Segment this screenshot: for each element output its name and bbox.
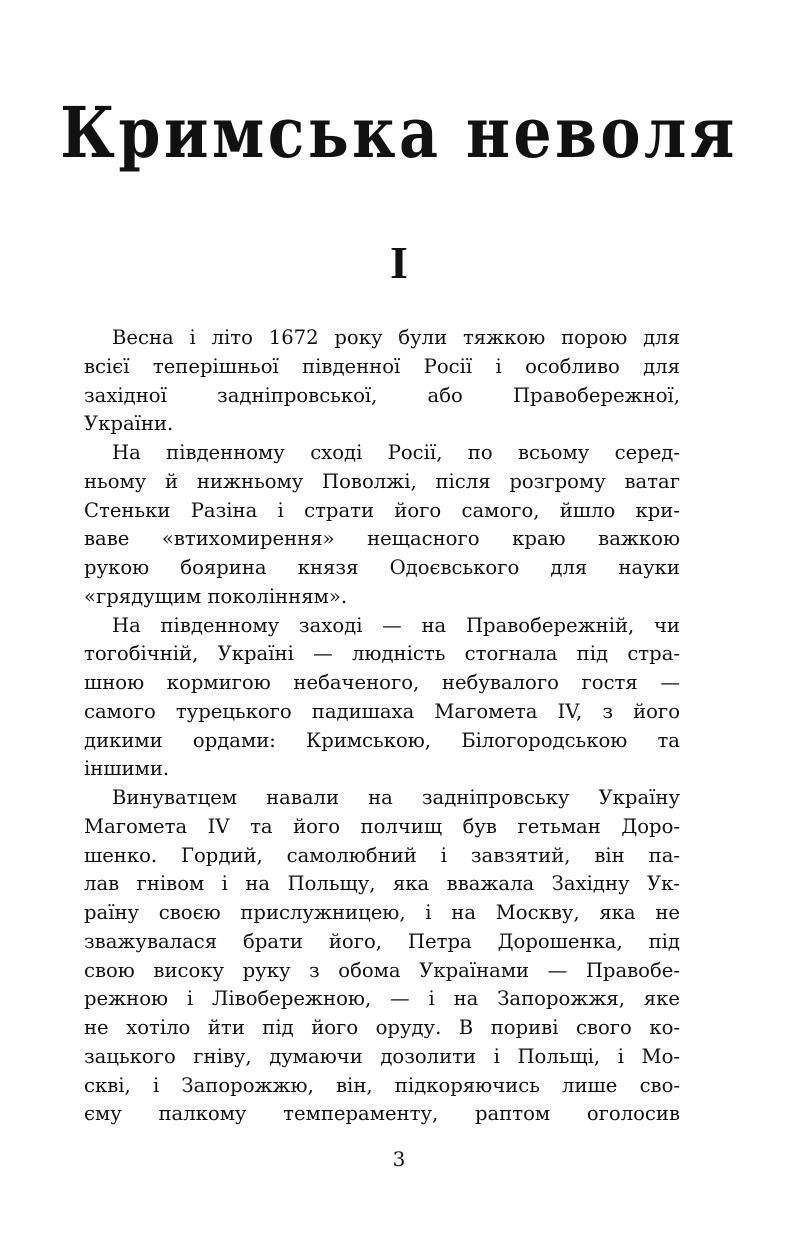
text-line: свою високу руку з обома Українами — Правобе- bbox=[84, 958, 680, 982]
paragraph bbox=[84, 612, 680, 785]
text-line: рукою боярина князя Одоєвського для науки bbox=[84, 556, 680, 579]
text-line: раїну своєю прислужницею, і на Москву, яка не bbox=[84, 901, 680, 924]
text-line: не хотіло йти під його оруду. В пориві свого ко- bbox=[84, 1016, 680, 1039]
text-line: дикими ордами: Кримською, Білогородською та bbox=[84, 728, 680, 752]
text-line: тогобічній, Україні — людність стогнала під стра- bbox=[84, 642, 680, 666]
page-title: Кримська неволя bbox=[60, 91, 738, 174]
text-line: Стеньки Разіна і страти його самого, йшло кри- bbox=[84, 498, 680, 522]
page-number: 3 bbox=[392, 1147, 406, 1171]
text-line: ньому й нижньому Поволжі, після розгрому ватаг bbox=[84, 469, 680, 493]
text-line: «грядущим поколінням». bbox=[84, 584, 348, 608]
paragraph bbox=[84, 324, 680, 439]
text-line: шенко. Гордий, самолюбний і завзятий, він па- bbox=[84, 843, 680, 867]
text-body bbox=[84, 324, 680, 1129]
text-line: самого турецького падишаха Магомета IV, з його bbox=[84, 699, 680, 723]
text-line: режною і Лівобережною, — і на Запорожжя, яке bbox=[84, 987, 680, 1011]
text-line: західної задніпровської, або Правобережної, bbox=[84, 383, 680, 407]
text-line: зацького гніву, думаючи дозолити і Польщі, і Мо- bbox=[84, 1044, 680, 1068]
text-line: Весна і літо 1672 року були тяжкою порою для bbox=[112, 326, 680, 349]
text-line: лав гнівом і на Польщу, яка вважала Західну Ук- bbox=[84, 872, 680, 896]
text-line: скві, і Запорожжю, він, підкоряючись лише сво- bbox=[84, 1073, 680, 1097]
text-line: На південному сході Росії, по всьому серед- bbox=[112, 441, 680, 464]
paragraph bbox=[84, 784, 680, 1129]
text-line: Магомета IV та його полчищ був гетьман Доро- bbox=[84, 814, 680, 838]
text-line: України. bbox=[84, 412, 174, 436]
text-line: Винуватцем навали на задніпровську Україну bbox=[112, 786, 680, 809]
text-line: зважувалася брати його, Петра Дорошенка, під bbox=[84, 929, 680, 953]
text-line: всієї теперішньої південної Росії і особливо для bbox=[84, 354, 680, 378]
chapter-number: I bbox=[390, 237, 408, 288]
paragraph bbox=[84, 439, 680, 612]
text-line: іншими. bbox=[84, 757, 170, 781]
text-line: єму палкому темпераменту, раптом оголосив bbox=[84, 1102, 680, 1126]
text-line: шною кормигою небаченого, небувалого гостя — bbox=[84, 671, 680, 694]
text-line: На південному заході — на Правобережній, чи bbox=[112, 613, 680, 637]
text-line: ваве «втихомирення» нещасного краю важкою bbox=[84, 527, 680, 551]
